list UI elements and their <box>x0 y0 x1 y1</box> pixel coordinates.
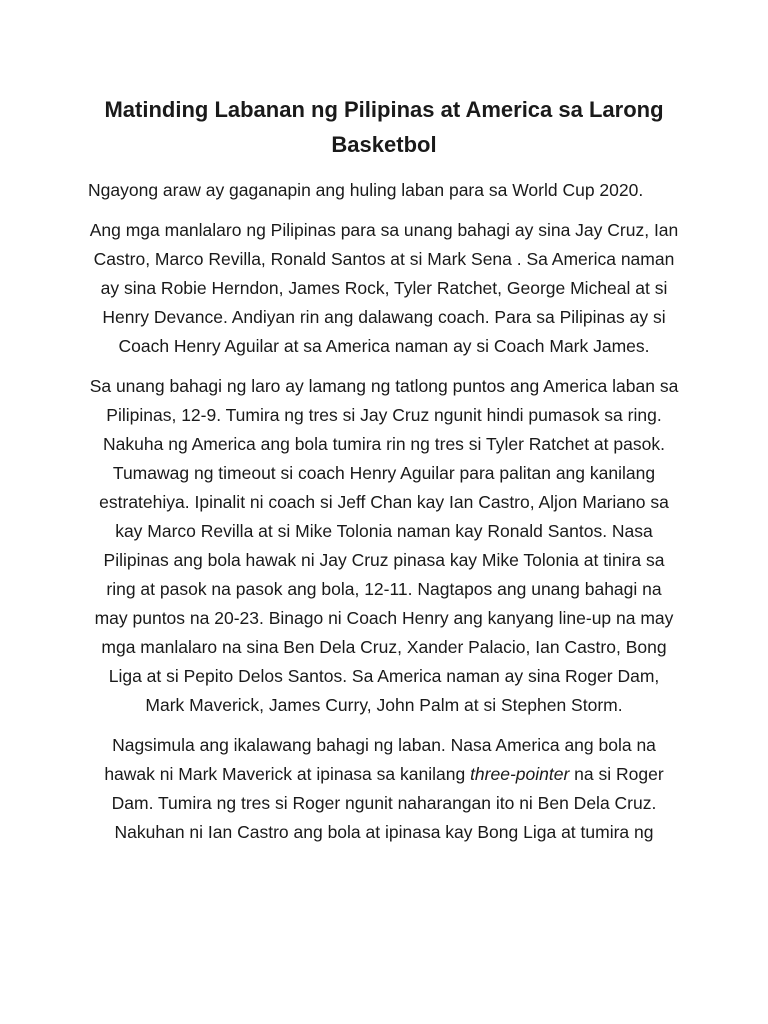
paragraph-players: Ang mga manlalaro ng Pilipinas para sa unang bahagi ay sina Jay Cruz, Ian Castro, Marco Revilla, Ronald Santos at si Mark Sena . Sa America naman ay sina Robie Herndon, James Rock, Tyler Ratchet, George Micheal at si Henry Devance. Andiyan rin ang dalawang coach. Para sa Pilipinas ay si Coach Henry Aguilar at sa America naman ay si Coach Mark James. <box>89 220 679 356</box>
document-title: Matinding Labanan ng Pilipinas at America sa Larong Basketbol <box>104 97 664 157</box>
paragraph-second-half-start: Nagsimula ang ikalawang bahagi ng laban. Nasa America ang bola na hawak ni Mark Maverick at ipinasa sa kanilang <box>104 735 656 784</box>
paragraph-first-half: Sa unang bahagi ng laro ay lamang ng tatlong puntos ang America laban sa Pilipinas, 12-9. Tumira ng tres si Jay Cruz ngunit hindi pumasok sa ring. Nakuha ng America ang bola tumira rin ng tres si Tyler Ratchet at pasok. Tumawag ng timeout si coach Henry Aguilar para palitan ang kanilang estratehiya. Ipinalit ni coach si Jeff Chan kay Ian Castro, Aljon Mariano sa kay Marco Revilla at si Mike Tolonia naman kay Ronald Santos. Nasa Pilipinas ang bola hawak ni Jay Cruz pinasa kay Mike Tolonia at tinira sa ring at pasok na pasok ang bola, 12-11. Nagtapos ang unang bahagi na may puntos na 20-23. Binago ni Coach Henry ang kanyang line-up na may mga manlalaro na sina Ben Dela Cruz, Xander Palacio, Ian Castro, Bong Liga at si Pepito Delos Santos. Sa America naman ay sina Roger Dam, Mark Maverick, James Curry, John Palm at si Stephen Storm. <box>89 376 679 715</box>
three-pointer-term: three-pointer <box>470 764 570 784</box>
intro-paragraph: Ngayong araw ay gaganapin ang huling laban para sa World Cup 2020. <box>88 180 644 200</box>
paragraph-second-half-end: na si Roger Dam. Tumira ng tres si Roger ngunit naharangan ito ni Ben Dela Cruz. Nakuhan ni Ian Castro ang bola at ipinasa kay Bong Liga at tumira ng <box>111 764 664 842</box>
paragraph-second-half <box>88 731 680 847</box>
